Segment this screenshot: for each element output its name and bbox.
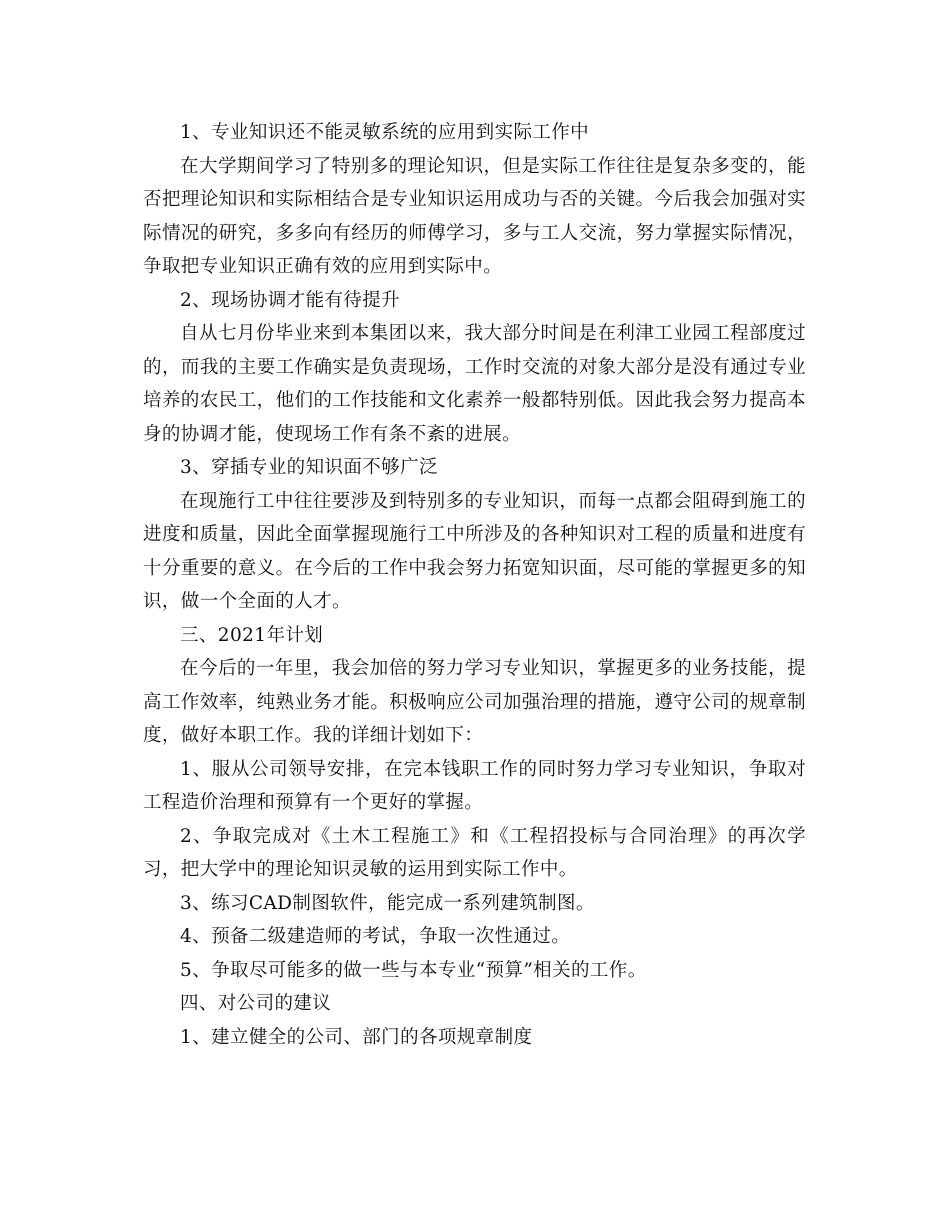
section-heading-suggestions: 四、对公司的建议 bbox=[180, 993, 332, 1014]
section-heading-plan: 三、2021年计划 bbox=[180, 624, 324, 646]
body-paragraph: 在大学期间学习了特别多的理论知识，但是实际工作往往是复杂多变的，能否把理论知识和实际相结合是专业知识运用成功与否的关键。今后我会加强对实际情况的研究，多多向有经历的师傅学习，多与工人交流，努力掌握实际情况，争取把专业知识正确有效的应用到实际中。 bbox=[143, 155, 806, 277]
plan-item-4: 4、预备二级建造师的考试，争取一次性通过。 bbox=[180, 926, 571, 947]
body-paragraph: 自从七月份毕业来到本集团以来，我大部分时间是在利津工业园工程部度过的，而我的主要工作确实是负责现场，工作时交流的对象大部分是没有通过专业培养的农民工，他们的工作技能和文化素养一般都特别低。因此我会努力提高本身的协调才能，使现场工作有条不紊的进展。 bbox=[143, 323, 806, 445]
list-heading-2: 2、现场协调才能有待提升 bbox=[180, 289, 401, 311]
plan-item-2: 2、争取完成对《土木工程施工》和《工程招投标与合同治理》的再次学习，把大学中的理论知识灵敏的运用到实际工作中。 bbox=[143, 825, 806, 880]
plan-item-1: 1、服从公司领导安排，在完本钱职工作的同时努力学习专业知识，争取对工程造价治理和预算有一个更好的掌握。 bbox=[143, 758, 806, 813]
list-heading-1: 1、专业知识还不能灵敏系统的应用到实际工作中 bbox=[180, 122, 590, 143]
plan-item-5: 5、争取尽可能多的做一些与本专业“预算”相关的工作。 bbox=[180, 959, 647, 981]
list-heading-3: 3、穿插专业的知识面不够广泛 bbox=[180, 457, 438, 478]
suggestion-item-1: 1、建立健全的公司、部门的各项规章制度 bbox=[180, 1026, 533, 1048]
plan-item-3: 3、练习CAD制图软件，能完成一系列建筑制图。 bbox=[180, 892, 595, 914]
body-paragraph: 在现施行工中往往要涉及到特别多的专业知识，而每一点都会阻碍到施工的进度和质量，因此全面掌握现施行工中所涉及的各种知识对工程的质量和进度有十分重要的意义。在今后的工作中我会努力拓宽知识面，尽可能的掌握更多的知识，做一个全面的人才。 bbox=[143, 490, 806, 612]
document-body bbox=[143, 116, 806, 1054]
body-paragraph: 在今后的一年里，我会加倍的努力学习专业知识，掌握更多的业务技能，提高工作效率，纯熟业务才能。积极响应公司加强治理的措施，遵守公司的规章制度，做好本职工作。我的详细计划如下： bbox=[143, 658, 806, 746]
